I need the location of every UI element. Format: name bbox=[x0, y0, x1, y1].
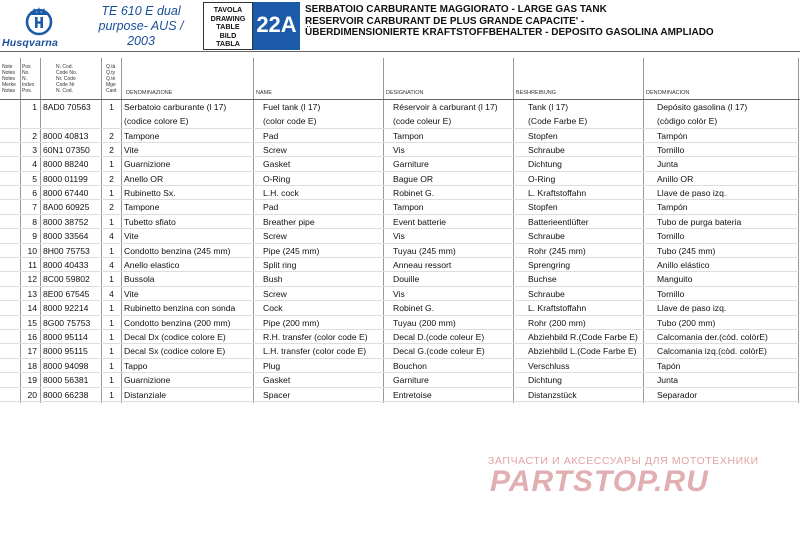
part-name-en: L.H. cock bbox=[263, 188, 299, 199]
part-quantity: 1 bbox=[109, 245, 114, 256]
part-quantity: 1 bbox=[109, 389, 114, 400]
part-code: 8000 40433 bbox=[43, 260, 89, 271]
col-pos-line: Pos bbox=[22, 64, 31, 70]
part-name-it: Anello elastico bbox=[124, 260, 180, 271]
part-name-it: Rubinetto benzina con sonda bbox=[124, 303, 236, 314]
part-name-fr: Réservoir à carburant (l 17) bbox=[393, 102, 498, 112]
part-position: 1 bbox=[32, 102, 37, 112]
col-code-line: Code No. bbox=[56, 70, 78, 76]
part-name-it: Condotto benzina (245 mm) bbox=[124, 245, 231, 256]
col-note-line: Merke bbox=[2, 82, 16, 88]
part-position: 7 bbox=[32, 202, 37, 213]
table-label-line: TABLA bbox=[216, 39, 240, 49]
part-quantity: 1 bbox=[109, 274, 114, 285]
part-name-en: Pipe (200 mm) bbox=[263, 317, 320, 328]
section-title: ÜBERDIMENSIONIERTE KRAFTSTOFFBEHALTER - DEPOSITO GASOLINA AMPLIADO bbox=[305, 27, 714, 38]
part-position: 6 bbox=[32, 188, 37, 199]
part-code: 8000 01199 bbox=[43, 173, 88, 184]
table-row bbox=[0, 373, 800, 387]
col-pos-line: No. bbox=[22, 70, 30, 76]
part-name-it: Guarnizione bbox=[124, 375, 171, 386]
part-name-it: Vite bbox=[124, 231, 139, 242]
part-name-fr: Tuyau (200 mm) bbox=[393, 317, 456, 328]
part-name-it: Bussola bbox=[124, 274, 155, 285]
part-name-es: Anillo OR bbox=[657, 173, 694, 184]
part-code: 8A00 60925 bbox=[43, 202, 90, 213]
part-name-es: Tapón bbox=[657, 360, 681, 371]
part-name-fr: Garniture bbox=[393, 375, 429, 386]
part-name-es: Separador bbox=[657, 389, 698, 400]
part-code: 60N1 07350 bbox=[43, 144, 90, 155]
part-name-es: Llave de paso izq. bbox=[657, 188, 727, 199]
part-code: 8000 94098 bbox=[43, 360, 89, 371]
col-es: DENOMINACION bbox=[646, 90, 690, 96]
part-name-it: Guarnizione bbox=[124, 159, 171, 170]
part-quantity: 4 bbox=[109, 288, 114, 299]
part-name-en: Plug bbox=[263, 360, 281, 371]
part-quantity: 2 bbox=[109, 144, 114, 155]
brand-name: Husqvarna bbox=[2, 37, 59, 49]
part-name-en: Screw bbox=[263, 144, 287, 155]
model-line: purpose- AUS / bbox=[98, 19, 184, 33]
col-qty-line: Q.tà bbox=[106, 64, 116, 70]
table-row bbox=[0, 215, 800, 229]
part-name-es-line2: (còdigo colòr E) bbox=[657, 116, 718, 126]
table-row bbox=[0, 157, 800, 171]
part-name-it: Tampone bbox=[124, 130, 160, 141]
table-row bbox=[0, 229, 800, 243]
part-name-de: Stopfen bbox=[528, 130, 558, 141]
table-label-line: BILD bbox=[219, 30, 237, 40]
section-title: SERBATOIO CARBURANTE MAGGIORATO - LARGE GAS TANK bbox=[305, 4, 607, 15]
part-position: 3 bbox=[32, 144, 37, 155]
table-row bbox=[0, 316, 800, 330]
part-name-es: Depósito gasolina (l 17) bbox=[657, 102, 748, 112]
part-name-es: Tornillo bbox=[657, 231, 685, 242]
table-label-box bbox=[203, 2, 253, 50]
part-name-es: Calcomania izq.(còd. colòrE) bbox=[657, 346, 767, 357]
part-name-en: Screw bbox=[263, 288, 287, 299]
table-row bbox=[0, 258, 800, 272]
part-name-fr: Anneau ressort bbox=[393, 260, 452, 271]
part-name-en: Pad bbox=[263, 130, 279, 141]
table-row bbox=[0, 186, 800, 200]
part-name-it: Condotto benzina (200 mm) bbox=[124, 317, 231, 328]
part-name-fr: Bouchon bbox=[393, 360, 427, 371]
part-name-fr: Douille bbox=[393, 274, 420, 285]
part-code: 8000 95115 bbox=[43, 346, 88, 357]
col-code bbox=[56, 64, 96, 94]
col-pos-line: N. bbox=[22, 76, 27, 82]
part-name-de: Rohr (245 mm) bbox=[528, 245, 586, 256]
model-title bbox=[82, 4, 200, 49]
part-name-es: Anillo elástico bbox=[657, 260, 710, 271]
part-name-it: Vite bbox=[124, 144, 139, 155]
part-name-fr: Robinet G. bbox=[393, 188, 435, 199]
table-row bbox=[0, 200, 800, 214]
part-quantity: 1 bbox=[109, 375, 114, 386]
part-quantity: 1 bbox=[109, 188, 114, 199]
part-name-es: Calcomania der.(còd. colòrE) bbox=[657, 331, 768, 342]
part-name-it: Decal Dx (codice colore E) bbox=[124, 331, 226, 342]
part-position: 20 bbox=[27, 389, 37, 400]
col-note-line: Note bbox=[2, 64, 13, 70]
table-label-line: TAVOLA bbox=[213, 5, 243, 14]
part-name-de: Rohr (200 mm) bbox=[528, 317, 586, 328]
part-name-de: L. Kraftstoffahn bbox=[528, 303, 587, 314]
part-name-en: Bush bbox=[263, 274, 283, 285]
part-name-de: Schraube bbox=[528, 288, 565, 299]
part-quantity: 1 bbox=[109, 331, 114, 342]
part-position: 4 bbox=[32, 159, 37, 170]
table-row bbox=[0, 272, 800, 286]
part-name-de: L. Kraftstoffahn bbox=[528, 188, 587, 199]
part-name-en: Pad bbox=[263, 202, 279, 213]
part-code: 8E00 67545 bbox=[43, 288, 90, 299]
part-code: 8000 92214 bbox=[43, 303, 89, 314]
part-name-de: Dichtung bbox=[528, 159, 562, 170]
table-row bbox=[0, 388, 800, 402]
part-name-fr: Tampon bbox=[393, 202, 424, 213]
part-name-fr: Garniture bbox=[393, 159, 429, 170]
part-name-fr: Decal D.(code coleur E) bbox=[393, 331, 485, 342]
part-name-en: O-Ring bbox=[263, 173, 291, 184]
col-qty-line: Mge bbox=[106, 82, 116, 88]
col-qty-line: Cant bbox=[106, 88, 117, 94]
part-quantity: 1 bbox=[109, 360, 114, 371]
col-qty bbox=[106, 64, 122, 94]
table-row bbox=[0, 100, 800, 129]
part-position: 10 bbox=[27, 245, 37, 256]
part-name-en: Split ring bbox=[263, 260, 297, 271]
part-position: 19 bbox=[27, 375, 37, 386]
col-note bbox=[2, 64, 20, 94]
part-name-fr: Robinet G. bbox=[393, 303, 435, 314]
part-name-fr: Decal G.(code coleur E) bbox=[393, 346, 485, 357]
part-code: 8000 40813 bbox=[43, 130, 89, 141]
part-name-de: Abziehbild L.(Code Farbe E) bbox=[528, 346, 637, 357]
part-name-es: Tubo de purga bateria bbox=[657, 216, 742, 227]
part-name-fr: Vis bbox=[393, 288, 405, 299]
part-position: 18 bbox=[27, 360, 37, 371]
model-line: 2003 bbox=[127, 34, 155, 48]
part-position: 8 bbox=[32, 216, 37, 227]
col-note-line: Notes bbox=[2, 70, 16, 76]
part-name-en-line2: (color code E) bbox=[263, 116, 317, 126]
part-name-de: Stopfen bbox=[528, 202, 558, 213]
part-name-de: Abziehbild R.(Code Farbe E) bbox=[528, 331, 638, 342]
part-name-it: Decal Sx (codice colore E) bbox=[124, 346, 226, 357]
part-name-de-line2: (Code Farbe E) bbox=[528, 116, 588, 126]
part-name-en: Fuel tank (l 17) bbox=[263, 102, 321, 112]
table-number: 22A bbox=[253, 2, 300, 50]
part-name-en: R.H. transfer (color code E) bbox=[263, 331, 368, 342]
part-name-fr: Vis bbox=[393, 231, 405, 242]
part-name-it: Anello OR bbox=[124, 173, 164, 184]
parts-table bbox=[0, 100, 800, 402]
part-quantity: 4 bbox=[109, 231, 114, 242]
part-name-en: Breather pipe bbox=[263, 216, 315, 227]
col-en: NAME bbox=[256, 90, 272, 96]
part-code: 8000 66238 bbox=[43, 389, 89, 400]
table-row bbox=[0, 129, 800, 143]
part-name-de: Schraube bbox=[528, 144, 565, 155]
part-position: 15 bbox=[27, 317, 37, 328]
part-name-en: L.H. transfer (color code E) bbox=[263, 346, 367, 357]
part-quantity: 1 bbox=[109, 317, 114, 328]
part-name-fr: Entretoise bbox=[393, 389, 432, 400]
part-name-it: Distanziale bbox=[124, 389, 167, 400]
part-quantity: 1 bbox=[109, 346, 114, 357]
part-name-fr: Tampon bbox=[393, 130, 424, 141]
part-name-it: Tampone bbox=[124, 202, 160, 213]
watermark-caption: ЗАПЧАСТИ И АКСЕССУАРЫ ДЛЯ МОТОТЕХНИКИ bbox=[488, 455, 759, 467]
part-name-es: Junta bbox=[657, 375, 679, 386]
part-position: 9 bbox=[32, 231, 37, 242]
brand-logo bbox=[0, 0, 80, 52]
table-row bbox=[0, 287, 800, 301]
part-name-de: Batterieentlüfter bbox=[528, 216, 589, 227]
col-note-line: Notas bbox=[2, 88, 16, 94]
table-row bbox=[0, 359, 800, 373]
part-position: 11 bbox=[28, 260, 37, 271]
table-row bbox=[0, 244, 800, 258]
part-quantity: 2 bbox=[109, 130, 114, 141]
col-it: DENOMINAZIONE bbox=[126, 90, 173, 96]
col-code-line: Code Nr bbox=[56, 82, 75, 88]
col-qty-line: Q.tè bbox=[106, 76, 116, 82]
table-row bbox=[0, 172, 800, 186]
table-row bbox=[0, 301, 800, 315]
part-name-de: Dichtung bbox=[528, 375, 562, 386]
part-name-it: Serbatoio carburante (l 17) bbox=[124, 102, 227, 112]
table-row bbox=[0, 344, 800, 358]
part-code: 8AD0 70563 bbox=[43, 102, 91, 112]
header-divider bbox=[0, 51, 800, 52]
part-name-en: Cock bbox=[263, 303, 283, 314]
part-name-fr: Event batterie bbox=[393, 216, 447, 227]
crown-icon bbox=[22, 5, 56, 37]
col-note-line: Notes bbox=[2, 76, 16, 82]
part-name-es: Tampón bbox=[657, 130, 688, 141]
part-position: 12 bbox=[27, 274, 37, 285]
part-name-es: Tubo (200 mm) bbox=[657, 317, 716, 328]
part-name-es: Junta bbox=[657, 159, 679, 170]
part-code: 8000 33564 bbox=[43, 231, 89, 242]
part-quantity: 2 bbox=[109, 202, 114, 213]
part-name-fr: Bague OR bbox=[393, 173, 434, 184]
table-label-line: TABLE bbox=[216, 22, 240, 32]
part-name-de: Sprengring bbox=[528, 260, 571, 271]
table-label-line: DRAWING bbox=[210, 13, 246, 23]
part-name-de: Verschluss bbox=[528, 360, 570, 371]
part-name-es: Tornillo bbox=[657, 288, 685, 299]
page-header bbox=[0, 0, 800, 52]
col-qty-line: Q.ty bbox=[106, 70, 116, 76]
col-pos-line: Index bbox=[22, 82, 35, 88]
part-quantity: 2 bbox=[109, 173, 114, 184]
part-code: 8000 88240 bbox=[43, 159, 89, 170]
part-name-es: Llave de paso izq. bbox=[657, 303, 727, 314]
part-position: 13 bbox=[27, 288, 37, 299]
model-line: TE 610 E dual bbox=[101, 4, 181, 18]
part-name-de: Tank (l 17) bbox=[528, 102, 569, 112]
part-code: 8000 38752 bbox=[43, 216, 89, 227]
part-name-it: Tappo bbox=[124, 360, 148, 371]
part-position: 5 bbox=[32, 173, 37, 184]
part-name-it: Tubetto sfiato bbox=[124, 216, 176, 227]
col-code-line: Nr. Code bbox=[56, 76, 76, 82]
part-name-de: Schraube bbox=[528, 231, 565, 242]
part-code: 8C00 59802 bbox=[43, 274, 90, 285]
col-code-line: N. Cod. bbox=[56, 64, 73, 70]
part-name-it: Rubinetto Sx. bbox=[124, 188, 176, 199]
section-title: RESERVOIR CARBURANT DE PLUS GRANDE CAPACITE' - bbox=[305, 15, 585, 27]
part-position: 17 bbox=[27, 346, 37, 357]
part-quantity: 1 bbox=[109, 216, 114, 227]
part-code: 8000 95114 bbox=[43, 331, 88, 342]
section-titles bbox=[305, 4, 800, 39]
part-name-fr-line2: (code coleur E) bbox=[393, 116, 452, 126]
part-name-de: O-Ring bbox=[528, 173, 556, 184]
part-name-en: Spacer bbox=[263, 389, 291, 400]
part-name-es: Tornillo bbox=[657, 144, 685, 155]
part-quantity: 4 bbox=[109, 260, 114, 271]
part-code: 8H00 75753 bbox=[43, 245, 90, 256]
part-code: 8000 67440 bbox=[43, 188, 89, 199]
col-code-line: N. Cod. bbox=[56, 88, 73, 94]
part-name-fr: Vis bbox=[393, 144, 405, 155]
col-pos-line: Pos. bbox=[22, 88, 33, 94]
part-name-fr: Tuyau (245 mm) bbox=[393, 245, 456, 256]
part-name-en: Gasket bbox=[263, 375, 291, 386]
part-quantity: 1 bbox=[109, 102, 114, 112]
part-code: 8G00 75753 bbox=[43, 317, 91, 328]
part-name-en: Gasket bbox=[263, 159, 291, 170]
part-quantity: 1 bbox=[109, 303, 114, 314]
part-name-en: Screw bbox=[263, 231, 287, 242]
part-name-it: Vite bbox=[124, 288, 139, 299]
part-code: 8000 56381 bbox=[43, 375, 89, 386]
table-row bbox=[0, 330, 800, 344]
part-position: 14 bbox=[27, 303, 37, 314]
part-name-es: Manguito bbox=[657, 274, 693, 285]
table-row bbox=[0, 143, 800, 157]
watermark-logo: PARTSTOP.RU bbox=[490, 465, 709, 498]
part-quantity: 1 bbox=[109, 159, 114, 170]
part-name-en: Pipe (245 mm) bbox=[263, 245, 320, 256]
col-pos bbox=[22, 64, 40, 94]
part-name-de: Distanzstück bbox=[528, 389, 577, 400]
part-position: 2 bbox=[32, 130, 37, 141]
part-position: 16 bbox=[27, 331, 37, 342]
part-name-it-line2: (codice colore E) bbox=[124, 116, 189, 126]
part-name-es: Tubo (245 mm) bbox=[657, 245, 716, 256]
col-fr: DESIGNATION bbox=[386, 90, 424, 96]
part-name-de: Buchse bbox=[528, 274, 557, 285]
col-de: BESHREIBUNG bbox=[516, 90, 557, 96]
part-name-es: Tampón bbox=[657, 202, 688, 213]
